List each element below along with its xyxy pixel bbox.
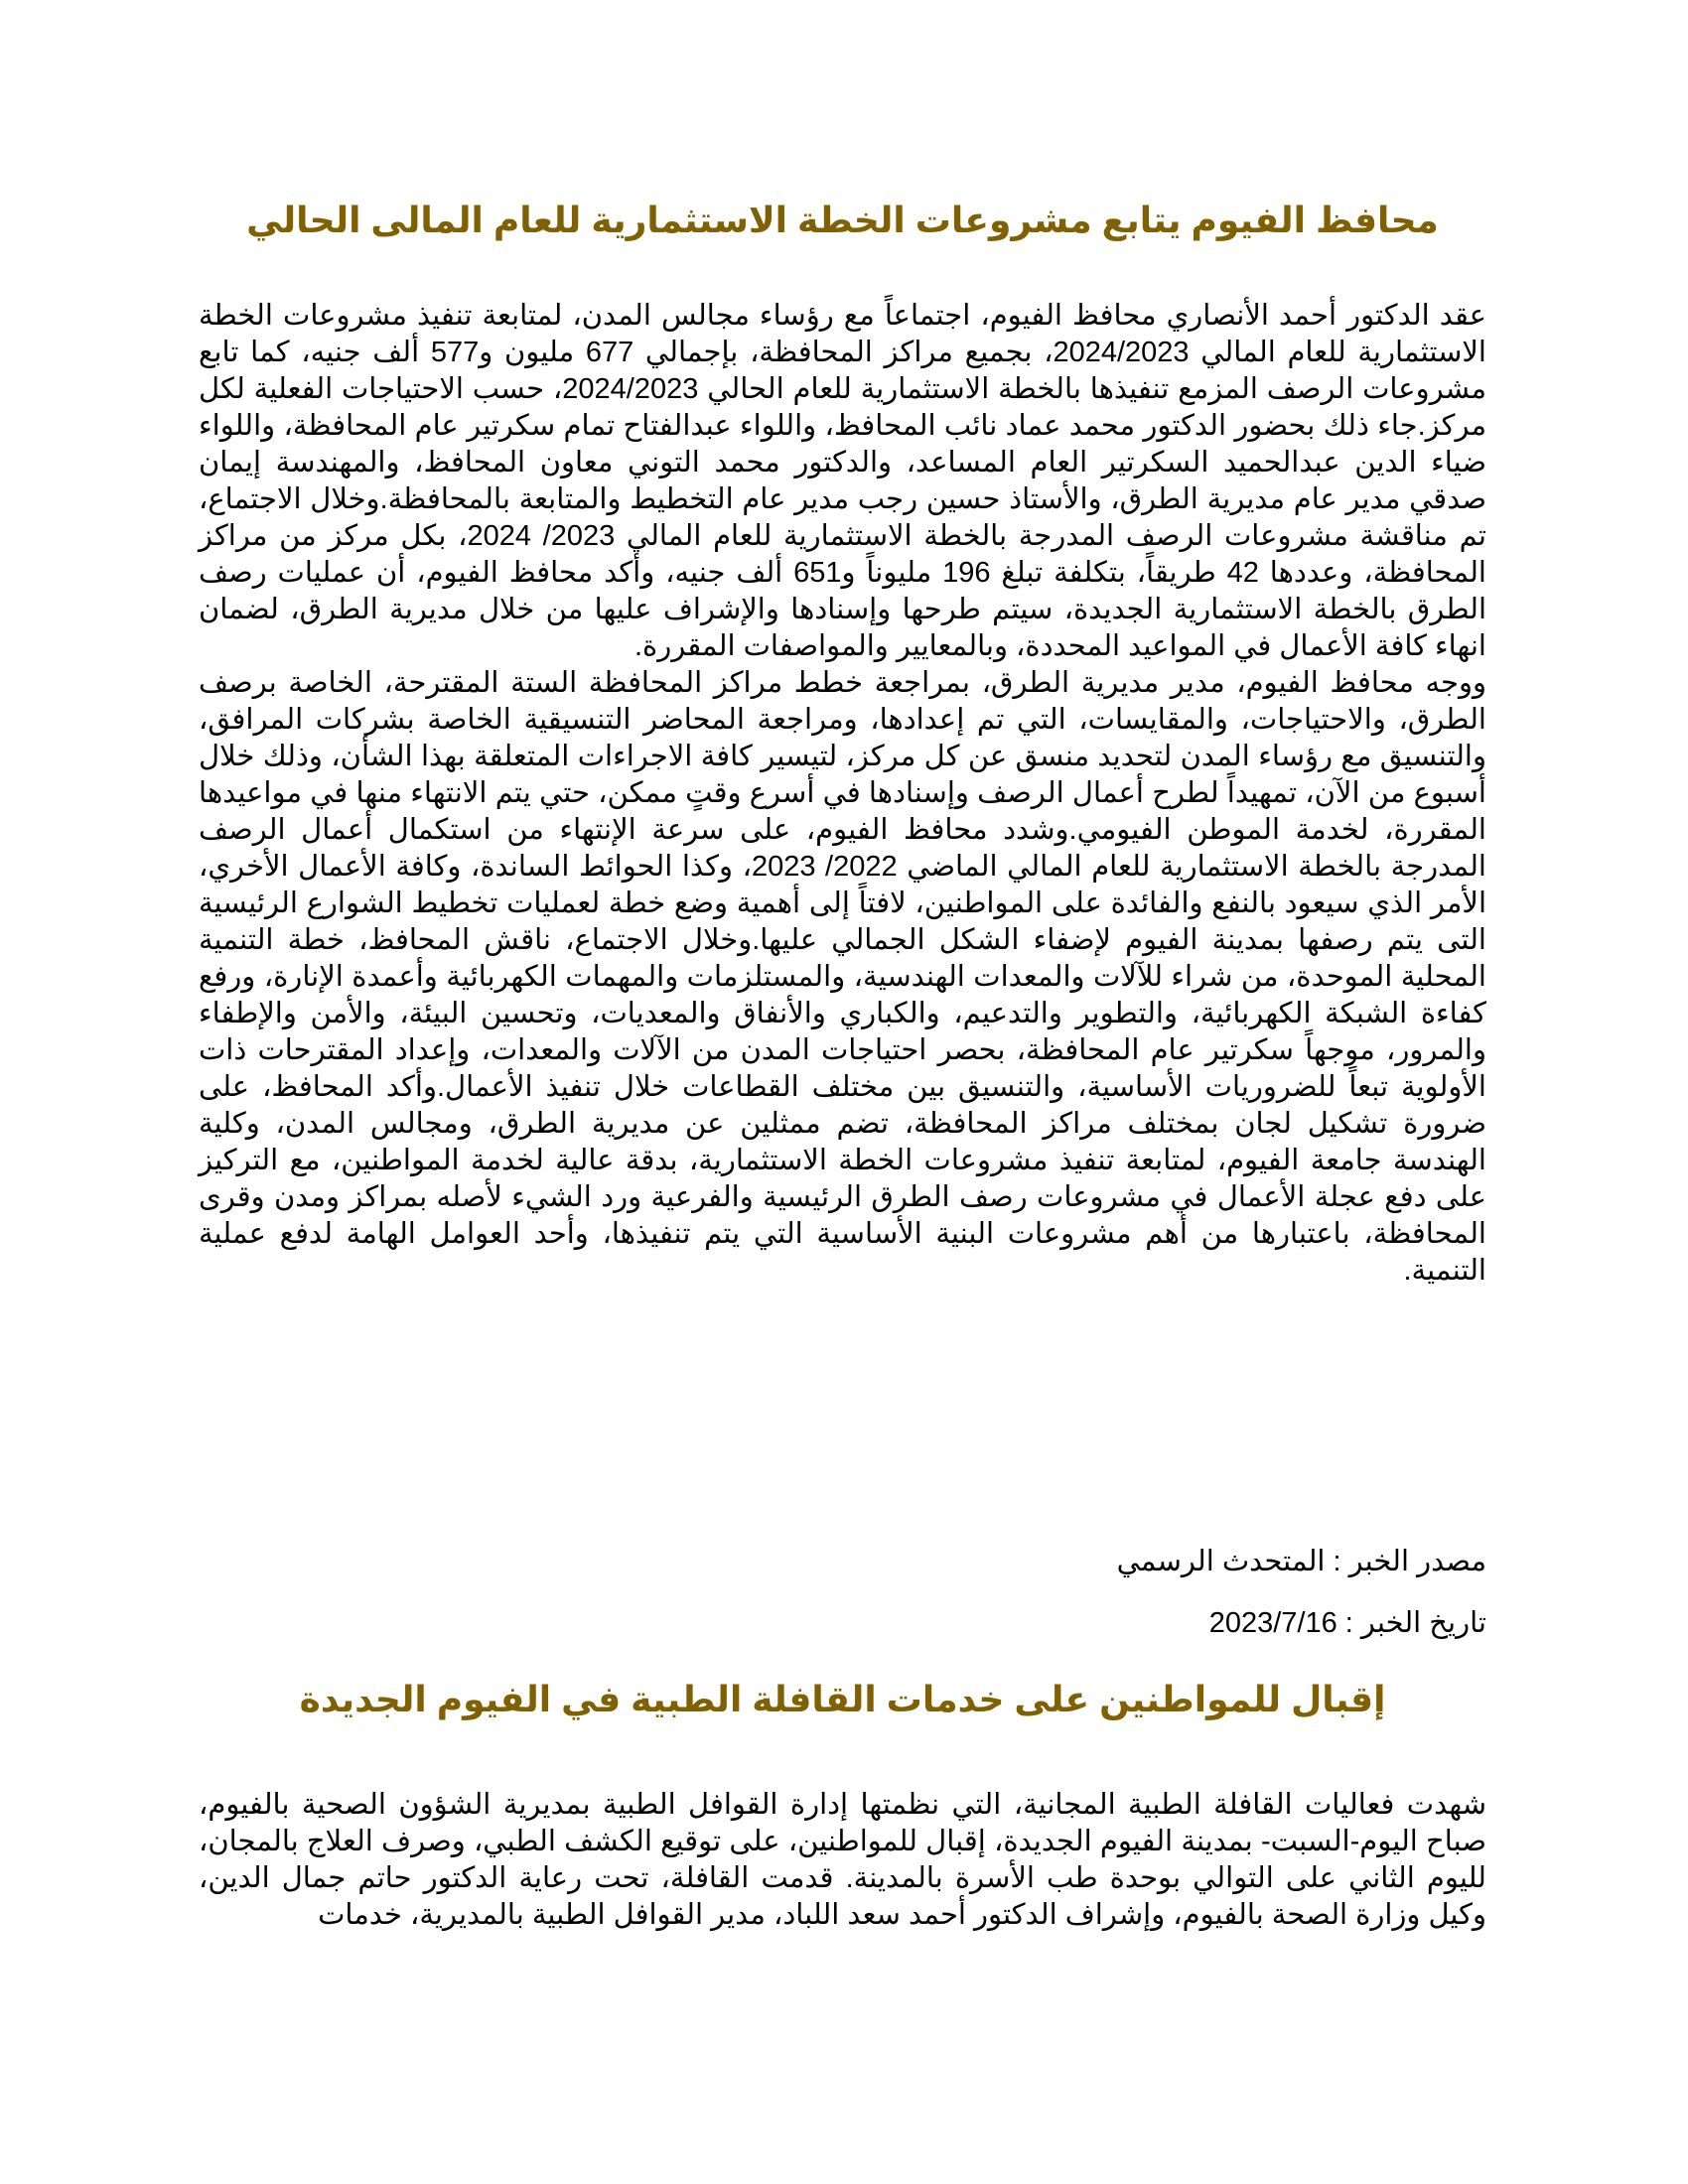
separator: : [1325, 1546, 1349, 1577]
news-source-value: المتحدث الرسمي [1116, 1546, 1326, 1577]
news-date-value: 2023/7/16 [1208, 1607, 1337, 1639]
news-source-label: مصدر الخبر [1348, 1546, 1486, 1577]
news-date-line [199, 1605, 1486, 1642]
article-2-title: إقبال للمواطنين على خدمات القافلة الطبية في الفيوم الجديدة [299, 1679, 1386, 1719]
article-2-body [199, 1787, 1486, 1934]
news-date-label: تاريخ الخبر [1360, 1607, 1486, 1639]
article-2-paragraph-1: شهدت فعاليات القافلة الطبية المجانية، التي نظمتها إدارة القوافل الطبية بمديرية الشؤون الصحية بالفيوم، صباح اليوم-السبت- بمدينة الفيوم الجديدة، إقبال للمواطنين، على توقيع الكشف الطبي، وصرف العلاج بالمجان، لليوم الثاني على التوالي بوحدة طب الأسرة بالمدينة. قدمت القافلة، تحت رعاية الدكتور حاتم جمال الدين، وكيل وزارة الصحة بالفيوم، وإشراف الدكتور أحمد سعد اللباد، مدير القوافل الطبية بالمديرية، خدمات [199, 1789, 1487, 1931]
article-1-paragraph-2: ووجه محافظ الفيوم، مدير مديرية الطرق، بمراجعة خطط مراكز المحافظة الستة المقترحة، الخاصة برصف الطرق، والاحتياجات، والمقايسات، التي تم إعدادها، ومراجعة المحاضر التنسيقية الخاصة بشركات المرافق، والتنسيق مع رؤساء المدن لتحديد منسق عن كل مركز، لتيسير كافة الاجراءات المتعلقة بهذا الشأن، وذلك خلال أسبوع من الآن، تمهيداً لطرح أعمال الرصف وإسنادها في أسرع وقتٍ ممكن، حتي يتم الانتهاء منها في مواعيدها المقررة، لخدمة الموطن الفيومي.وشدد محافظ الفيوم، على سرعة الإنتهاء من استكمال أعمال الرصف المدرجة بالخطة الاستثمارية للعام المالي الماضي 2022/ 2023، وكذا الحوائط الساندة، وكافة الأعمال الأخري، الأمر الذي سيعود بالنفع والفائدة على المواطنين، لافتاً إلى أهمية وضع خطة لعمليات تخطيط الشوارع الرئيسية التى يتم رصفها بمدينة الفيوم لإضفاء الشكل الجمالي عليها.وخلال الاجتماع، ناقش المحافظ، خطة التنمية المحلية الموحدة، من شراء للآلات والمعدات الهندسية، والمستلزمات والمهمات الكهربائية وأعمدة الإنارة، ورفع كفاءة الشبكة الكهربائية، والتطوير والتدعيم، والكباري والأنفاق والمعديات، وتحسين البيئة، والأمن والإطفاء والمرور، موجهاً سكرتير عام المحافظة، بحصر احتياجات المدن من الآلات والمعدات، وإعداد المقترحات ذات الأولوية تبعاً للضروريات الأساسية، والتنسيق بين مختلف القطاعات خلال تنفيذ الأعمال.وأكد المحافظ، على ضرورة تشكيل لجان بمختلف مراكز المحافظة، تضم ممثلين عن مديرية الطرق، ومجالس المدن، وكلية الهندسة جامعة الفيوم، لمتابعة تنفيذ مشروعات الخطة الاستثمارية، بدقة عالية لخدمة المواطنين، مع التركيز على دفع عجلة الأعمال في مشروعات رصف الطرق الرئيسية والفرعية ورد الشيء لأصله بمراكز ومدن وقرى المحافظة، باعتبارها من أهم مشروعات البنية الأساسية التي يتم تنفيذها، وأحد العوامل الهامة لدفع عملية التنمية. [199, 667, 1486, 1287]
article-1-body [199, 298, 1486, 1290]
news-source-line [199, 1544, 1486, 1580]
article-1-paragraph-1: عقد الدكتور أحمد الأنصاري محافظ الفيوم، اجتماعاً مع رؤساء مجالس المدن، لمتابعة تنفيذ مشروعات الخطة الاستثمارية للعام المالي 2024/2023، بجميع مراكز المحافظة، بإجمالي 677 مليون و577 ألف جنيه، كما تابع مشروعات الرصف المزمع تنفيذها بالخطة الاستثمارية للعام الحالي 2024/2023، حسب الاحتياجات الفعلية لكل مركز.جاء ذلك بحضور الدكتور محمد عماد نائب المحافظ، واللواء عبدالفتاح تمام سكرتير عام المحافظة، واللواء ضياء الدين عبدالحميد السكرتير العام المساعد، والدكتور محمد التوني معاون المحافظ، والمهندسة إيمان صدقي مدير عام مديرية الطرق، والأستاذ حسين رجب مدير عام التخطيط والمتابعة بالمحافظة.وخلال الاجتماع، تم مناقشة مشروعات الرصف المدرجة بالخطة الاستثمارية للعام المالي 2023/ 2024، بكل مركز من مراكز المحافظة، وعددها 42 طريقاً، بتكلفة تبلغ 196 مليوناً و651 ألف جنيه، وأكد محافظ الفيوم، أن عمليات رصف الطرق بالخطة الاستثمارية الجديدة، سيتم طرحها وإسنادها والإشراف عليها من خلال مديرية الطرق، لضمان انهاء كافة الأعمال في المواعيد المحددة، وبالمعايير والمواصفات المقررة. [199, 300, 1486, 662]
article-1-title: محافظ الفيوم يتابع مشروعات الخطة الاستثمارية للعام المالى الحالي [246, 200, 1439, 240]
separator: : [1336, 1607, 1361, 1639]
